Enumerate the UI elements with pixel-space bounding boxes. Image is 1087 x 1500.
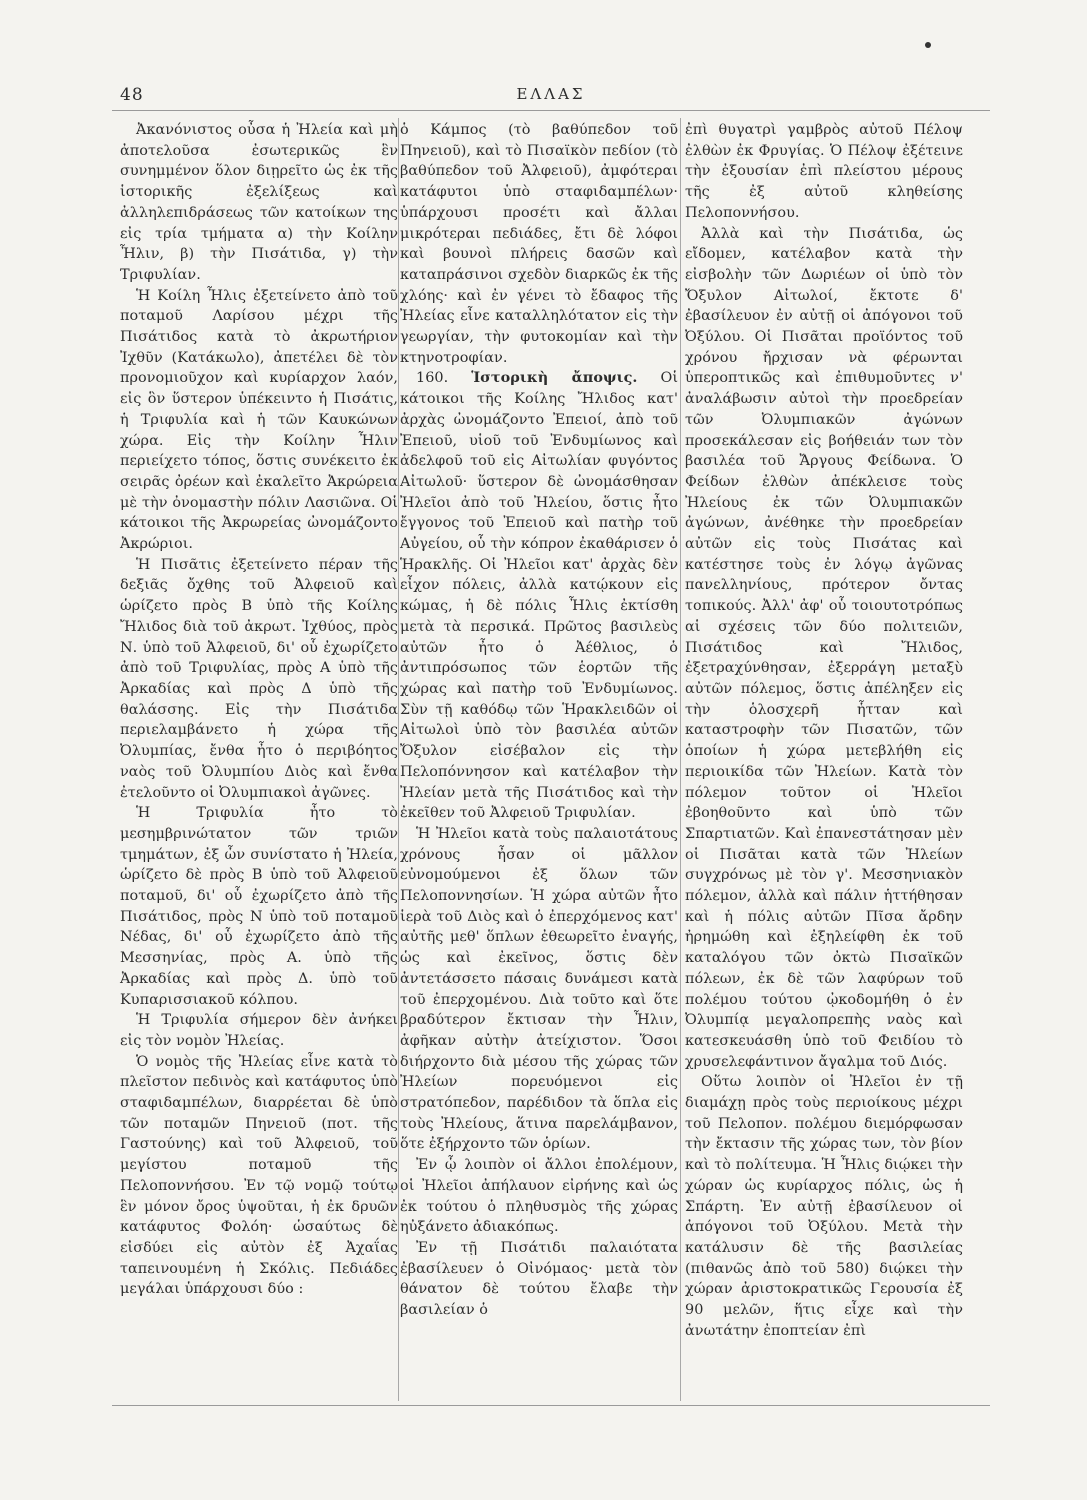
footer-rule — [112, 1405, 990, 1406]
column-middle — [400, 120, 678, 1321]
section-number: 160. — [416, 370, 449, 387]
column-right — [685, 120, 963, 1341]
column-divider — [398, 118, 399, 1401]
paragraph: Ἡ Ἠλεῖοι κατὰ τοὺς παλαιοτάτους χρόνους ἦσαν οἱ μᾶλλον εὐνομούμενοι ἐξ ὅλων τῶν Πελοποννησίων. Ἡ χώρα αὐτῶν ἦτο ἱερὰ τοῦ Διὸς καὶ ὁ ἐπερχόμενος κατ' αὐτῆς μεθ' ὅπλων ἐθεωρεῖτο ἐναγής, ὡς καὶ ἐκεῖνος, ὅστις δὲν ἀντετάσσετο πάσαις δυνάμεσι κατὰ τοῦ ἐπερχομένου. Διὰ τοῦτο καὶ ὅτε βραδύτερον ἔκτισαν τὴν Ἦλιν, ἀφῆκαν αὐτὴν ἀτείχιστον. Ὅσοι διήρχοντο διὰ μέσου τῆς χώρας τῶν Ἠλείων πορευόμενοι εἰς στρατόπεδον, παρέδιδον τὰ ὅπλα εἰς τοὺς Ἠλείους, ἅτινα παρελάμβανον, ὅτε ἐξήρχοντο τῶν ὁρίων. — [400, 825, 678, 1153]
header-rule — [112, 110, 990, 111]
column-divider — [680, 118, 681, 1401]
column-left — [120, 120, 398, 1300]
paragraph: Ἐν τῇ Πισάτιδι παλαιότατα ἐβασίλευεν ὁ Οἰνόμαος· μετὰ τὸν θάνατον δὲ τούτου ἔλαβε τὴν βασιλείαν ὁ — [400, 1239, 678, 1319]
paragraph: Ἡ Τριφυλία σήμερον δὲν ἀνήκει εἰς τὸν νομὸν Ἠλείας. — [120, 1012, 398, 1049]
paragraph: Ἀλλὰ καὶ τὴν Πισάτιδα, ὡς εἴδομεν, κατέλαβον κατὰ τὴν εἰσβολὴν τῶν Δωριέων οἱ ὑπὸ τὸν Ὄξυλον Αἰτωλοί, ἔκτοτε δ' ἐβασίλευον ἐν αὐτῇ οἱ ἀπόγονοι τοῦ Ὀξύλου. Οἱ Πισᾶται προϊόντος τοῦ χρόνου ἤρχισαν νὰ φέρωνται ὑπεροπτικῶς καὶ ἐπιθυμοῦντες ν' ἀναλάβωσιν αὐτοὶ τὴν προεδρείαν τῶν Ὀλυμπιακῶν ἀγώνων προσεκάλεσαν εἰς βοήθειάν των τὸν βασιλέα τοῦ Ἄργους Φείδωνα. Ὁ Φείδων ἐλθὼν ἀπέκλεισε τοὺς Ἠλείους ἐκ τῶν Ὀλυμπιακῶν ἀγώνων, ἀνέθηκε τὴν προεδρείαν αὐτῶν εἰς τοὺς Πισάτας καὶ κατέστησε τοὺς ἐν λόγῳ ἀγῶνας πανελληνίους, πρότερον ὄντας τοπικούς. Ἀλλ' ἀφ' οὗ τοιουτοτρόπως αἱ σχέσεις τῶν δύο πολιτειῶν, Πισάτιδος καὶ Ἤλιδος, ἐξετραχύνθησαν, ἐξερράγη μεταξὺ αὐτῶν πόλεμος, ὅστις ἀπέληξεν εἰς τὴν ὁλοσχερῆ ἧτταν καὶ καταστροφὴν τῶν Πισατῶν, τῶν ὁποίων ἡ χώρα μετεβλήθη εἰς περιοικίδα τῶν Ἠλείων. Κατὰ τὸν πόλεμον τοῦτον οἱ Ἠλεῖοι ἐβοηθοῦντο καὶ ὑπὸ τῶν Σπαρτιατῶν. Καὶ ἐπανεστάτησαν μὲν οἱ Πισᾶται κατὰ τῶν Ἠλείων συγχρόνως μὲ τὸν γ'. Μεσσηνιακὸν πόλεμον, ἀλλὰ καὶ πάλιν ἡττήθησαν καὶ ἡ πόλις αὐτῶν Πῖσα ἄρδην ἠρημώθη καὶ ἐξηλείφθη ἐκ τοῦ καταλόγου τῶν ὀκτὼ Πισαϊκῶν πόλεων, ἐκ δὲ τῶν λαφύρων τοῦ πολέμου τούτου ᾠκοδομήθη ὁ ἐν Ὀλυμπίᾳ μεγαλοπρεπὴς ναὸς καὶ κατεσκευάσθη ὑπὸ τοῦ Φειδίου τὸ χρυσελεφάντινον ἄγαλμα τοῦ Διός. — [685, 225, 963, 1070]
section-heading: Ἱστορικὴ ἄποψις. — [471, 369, 638, 387]
paragraph: Ἐν ᾧ λοιπὸν οἱ ἄλλοι ἐπολέμουν, οἱ Ἠλεῖοι ἀπήλαυον εἰρήνης καὶ ὡς ἐκ τούτου ὁ πληθυσμὸς τῆς χώρας ηὐξάνετο ἀδιακόπως. — [400, 1157, 678, 1236]
paragraph: ἐπὶ θυγατρὶ γαμβρὸς αὐτοῦ Πέλοψ ἐλθὼν ἐκ Φρυγίας. Ὁ Πέλοψ ἐξέτεινε τὴν ἐξουσίαν ἐπὶ πλείστου μέρους τῆς ἐξ αὐτοῦ κληθείσης Πελοποννήσου. — [685, 122, 963, 221]
page-header — [112, 85, 990, 109]
paragraph: ὁ Κάμπος (τὸ βαθύπεδον τοῦ Πηνειοῦ), καὶ τὸ Πισαϊκὸν πεδίον (τὸ βαθύπεδον τοῦ Ἀλφειοῦ), ἀμφότεραι κατάφυτοι ὑπὸ σταφιδαμπέλων· ὑπάρχουσι προσέτι καὶ ἄλλαι μικρότεραι πεδιάδες, ἔτι δὲ λόφοι καὶ βουνοὶ πλήρεις δασῶν καὶ καταπράσινοι σχεδὸν διαρκῶς ἐκ τῆς χλόης· καὶ ἐν γένει τὸ ἔδαφος τῆς Ἠλείας εἶνε καταλληλότατον εἰς τὴν γεωργίαν, τὴν φυτοκομίαν καὶ τὴν κτηνοτροφίαν. — [400, 122, 678, 366]
ink-dot — [925, 42, 931, 48]
paragraph-text: Οἱ κάτοικοι τῆς Κοίλης Ἤλιδος κατ' ἀρχὰς ὠνομάζοντο Ἐπειοί, ἀπὸ τοῦ Ἐπειοῦ, υἱοῦ τοῦ Ἐνδυμίωνος καὶ ἀδελφοῦ τοῦ εἰς Αἰτωλίαν φυγόντος Αἰτωλοῦ· ὕστερον δὲ ὠνομάσθησαν Ἠλεῖοι ἀπὸ τοῦ Ἠλείου, ὅστις ἦτο ἔγγονος τοῦ Ἐπειοῦ καὶ πατὴρ τοῦ Αὐγείου, οὗ τὴν κόπρον ἐκαθάρισεν ὁ Ἡρακλῆς. Οἱ Ἠλεῖοι κατ' ἀρχὰς δὲν εἶχον πόλεις, ἀλλὰ κατῴκουν εἰς κώμας, ἡ δὲ πόλις Ἦλις ἐκτίσθη μετὰ τὰ περσικά. Πρῶτος βασιλεὺς αὐτῶν ἦτο ὁ Ἀέθλιος, ὁ ἀντιπρόσωπος τῶν ἑορτῶν τῆς χώρας καὶ πατὴρ τοῦ Ἐνδυμίωνος. Σὺν τῇ καθόδῳ τῶν Ἡρακλειδῶν οἱ Αἰτωλοὶ ὑπὸ τὸν βασιλέα αὐτῶν Ὄξυλον εἰσέβαλον εἰς τὴν Πελοπόννησον καὶ κατέλαβον τὴν Ἠλείαν μετὰ τῆς Πισάτιδος καὶ τὴν ἐκεῖθεν τοῦ Ἀλφειοῦ Τριφυλίαν. — [400, 370, 679, 822]
paragraph: Οὕτω λοιπὸν οἱ Ἠλεῖοι ἐν τῇ διαμάχῃ πρὸς τοὺς περιοίκους μέχρι τοῦ Πελοπον. πολέμου διεμόρφωσαν τὴν ἔκτασιν τῆς χώρας των, τὸν βίον καὶ τὸ πολίτευμα. Ἡ Ἦλις διῴκει τὴν χώραν ὡς κυρίαρχος πόλις, ὡς ἡ Σπάρτη. Ἐν αὐτῇ ἐβασίλευον οἱ ἀπόγονοι τοῦ Ὀξύλου. Μετὰ τὴν κατάλυσιν δὲ τῆς βασιλείας (πιθανῶς ἀπὸ τοῦ 580) διῴκει τὴν χώραν ἀριστοκρατικῶς Γερουσία ἐξ 90 μελῶν, ἥτις εἶχε καὶ τὴν ἀνωτάτην ἐποπτείαν ἐπὶ — [685, 1074, 963, 1339]
paragraph: Ἡ Κοίλη Ἦλις ἐξετείνετο ἀπὸ τοῦ ποταμοῦ Λαρίσου μέχρι τῆς Πισάτιδος κατὰ τὸ ἀκρωτήριον Ἰχθῦν (Κατάκωλο), ἀπετέλει δὲ τὸν προνομιοῦχον καὶ κυρίαρχον λαόν, εἰς ὃν ὕστερον ὑπέκειντο ἡ Πισάτις, ἡ Τριφυλία καὶ ἡ τῶν Καυκώνων χώρα. Εἰς τὴν Κοίλην Ἦλιν περιείχετο τόπος, ὅστις συνέκειτο ἐκ σειρᾶς ὀρέων καὶ ἐκαλεῖτο Ἀκρώρεια μὲ τὴν ὀνομαστὴν πόλιν Λασιῶνα. Οἱ κάτοικοι τῆς Ἀκρωρείας ὠνομάζοντο Ἀκρώριοι. — [120, 287, 398, 553]
paragraph: Ἡ Πισᾶτις ἐξετείνετο πέραν τῆς δεξιᾶς ὄχθης τοῦ Ἀλφειοῦ καὶ ὡρίζετο πρὸς Β ὑπὸ τῆς Κοίλης Ἤλιδος διὰ τοῦ ἀκρωτ. Ἰχθύος, πρὸς Ν. ὑπὸ τοῦ Ἀλφειοῦ, δι' οὗ ἐχωρίζετο ἀπὸ τοῦ Τριφυλίας, πρὸς Α ὑπὸ τῆς Ἀρκαδίας καὶ πρὸς Δ ὑπὸ τῆς θαλάσσης. Εἰς τὴν Πισάτιδα περιελαμβάνετο ἡ χώρα τῆς Ὀλυμπίας, ἔνθα ἦτο ὁ περιβόητος ναὸς τοῦ Ὀλυμπίου Διὸς καὶ ἔνθα ἐτελοῦντο οἱ Ὀλυμπιακοὶ ἀγῶνες. — [120, 556, 398, 801]
paragraph: Ἀκανόνιστος οὖσα ἡ Ἠλεία καὶ μὴ ἀποτελοῦσα ἐσωτερικῶς ἓν συνημμένον ὅλον διῃρεῖτο ὡς ἐκ τῆς ἱστορικῆς ἐξελίξεως καὶ ἀλληλεπιδράσεως τῶν κατοίκων της εἰς τρία τμήματα α) τὴν Κοίλην Ἦλιν, β) τὴν Πισάτιδα, γ) τὴν Τριφυλίαν. — [120, 122, 398, 283]
paragraph-with-heading — [400, 368, 678, 823]
page-number: 48 — [120, 85, 144, 105]
paragraph: Ὁ νομὸς τῆς Ἠλείας εἶνε κατὰ τὸ πλεῖστον πεδινὸς καὶ κατάφυτος ὑπὸ σταφιδαμπέλων, διαρρέεται δὲ ὑπὸ τῶν ποταμῶν Πηνειοῦ (ποτ. τῆς Γαστούνης) καὶ τοῦ Ἀλφειοῦ, τοῦ μεγίστου ποταμοῦ τῆς Πελοποννήσου. Ἐν τῷ νομῷ τούτῳ ἓν μόνον ὄρος ὑψοῦται, ἡ ἐκ δρυῶν κατάφυτος Φολόη· ὡσαύτως δὲ εἰσδύει εἰς αὐτὸν ἐξ Ἀχαΐας ταπεινουμένη ἡ Σκόλις. Πεδιάδες μεγάλαι ὑπάρχουσι δύο : — [120, 1053, 398, 1298]
running-title: ΕΛΛΑΣ — [516, 85, 586, 103]
paragraph: Ἡ Τριφυλία ἦτο τὸ μεσημβρινώτατον τῶν τριῶν τμημάτων, ἐξ ὧν συνίστατο ἡ Ἠλεία, ὡρίζετο δὲ πρὸς Β ὑπὸ τοῦ Ἀλφειοῦ ποταμοῦ, δι' οὗ ἐχωρίζετο ἀπὸ τῆς Πισάτιδος, πρὸς Ν ὑπὸ τοῦ ποταμοῦ Νέδας, δι' οὗ ἐχωρίζετο ἀπὸ τῆς Μεσσηνίας, πρὸς Α. ὑπὸ τῆς Ἀρκαδίας καὶ πρὸς Δ. ὑπὸ τοῦ Κυπαρισσιακοῦ κόλπου. — [120, 805, 398, 1008]
